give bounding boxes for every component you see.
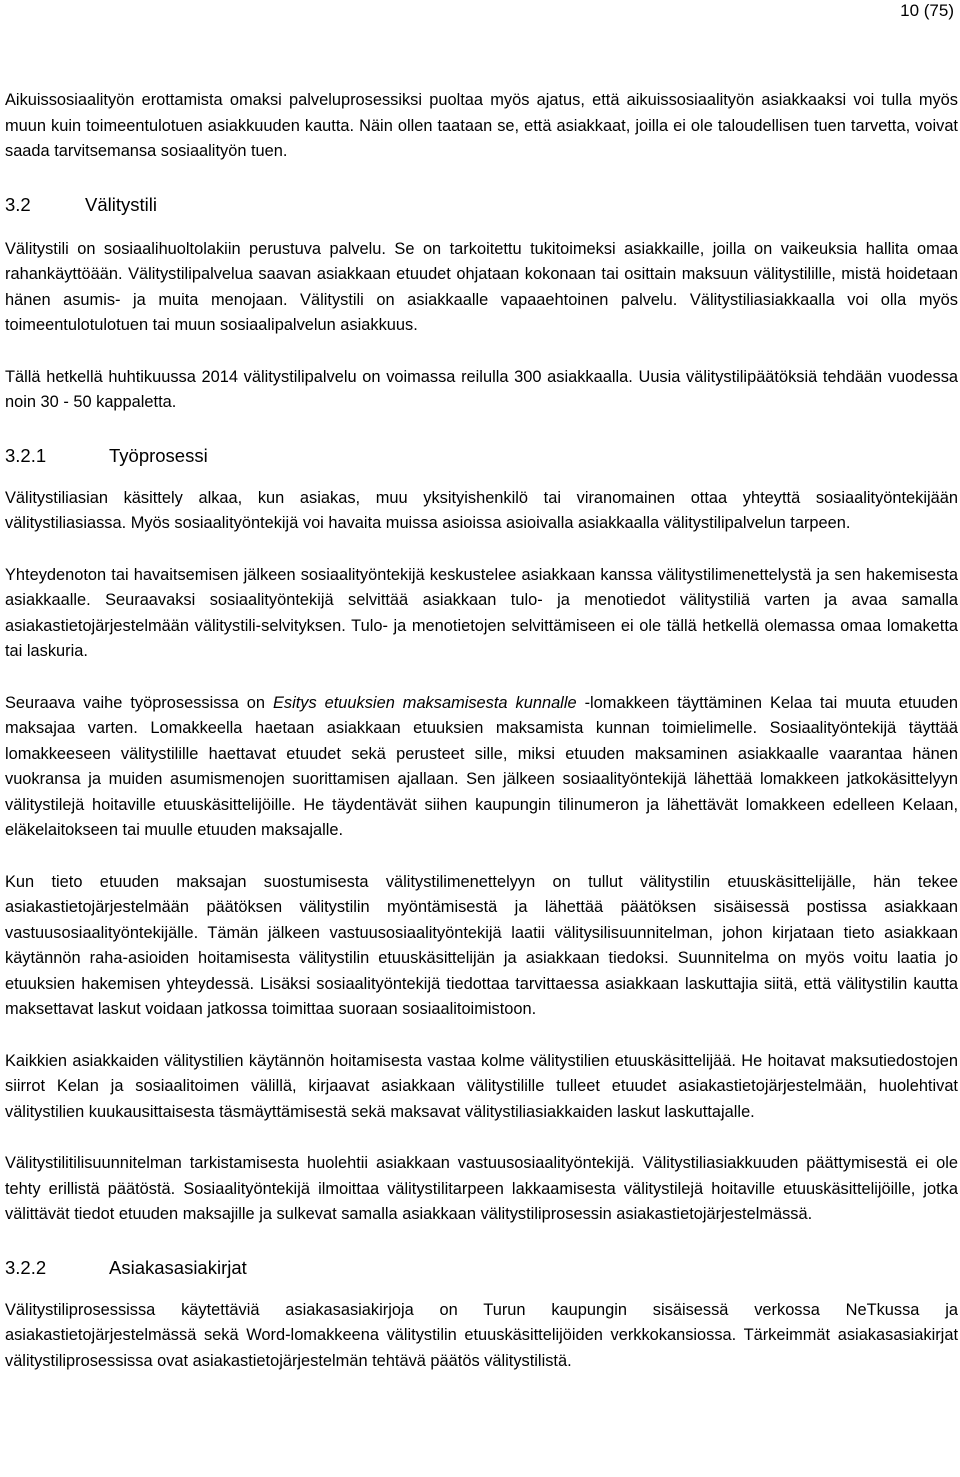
paragraph: Välitystili on sosiaalihuoltolakiin perustuva palvelu. Se on tarkoitettu tukitoimeksi asiakkaille, joilla on vaikeuksia hallita omaa rahankäyttöään. Välitystilipalvelua saavan asiakkaan etuudet ohjataan kokonaan tai osittain maksuun välitystilille, mistä hoidetaan hänen asumis- ja muita menojaan. Välitystili on asiakkaalle vapaaehtoinen palvelu. Välitystiliasiakkaalla voi olla myös toimeentulotulotuen tai muun sosiaalipalvelun asiakkuus. [5, 239, 958, 334]
paragraph: Yhteydenoton tai havaitsemisen jälkeen sosiaalityöntekijä keskustelee asiakkaan kanssa välitystilimenettelystä ja sen hakemisesta asiakkaalle. Seuraavaksi sosiaalityöntekijä selvittää asiakkaan tulo- ja menotiedot välitystiliä varten ja avaa samalla asiakastietojärjestelmään välitystili-selvityksen. Tulo- ja menotietojen selvittämiseen ei ole tällä hetkellä olemassa omaa lomaketta tai laskuria. [5, 565, 958, 660]
form-name-italic: Esitys etuuksien maksamisesta kunnalle [272, 693, 577, 712]
paragraph: Välitystiliprosessissa käytettäviä asiakasasiakirjoja on Turun kaupungin sisäisessä verkossa NeTkussa ja asiakastietojärjestelmässä sekä Word-lomakkeena välitystilin etuuskäsittelijöiden verkkokansiossa. Tärkeimmät asiakasasiakirjat välitystiliprosessissa ovat asiakastietojärjestelmän tehtävä päätös välitystilistä. [5, 1300, 958, 1370]
paragraph-text: Seuraava vaihe työprosessissa on [5, 693, 273, 712]
paragraph-text: -lomakkeen täyttäminen Kelaa tai muuta etuuden maksajaa varten. Lomakkeella haetaan asiakkaan etuuksien maksamista kunnan toimielimelle. Sosiaalityöntekijä täyttää lomakkeeseen välitystilille haettavat etuudet sekä perusteet sille, miksi etuuden maksaminen asiakkaalle vaarantaa hänen vuokransa ja muiden asumismenojen suorittamisen ajallaan. Sen jälkeen sosiaalityöntekijä lähettää lomakkeen jatkokäsittelyyn välitystilejä hoitaville etuuskäsittelijöille. He täydentävät siihen kaupungin tilinumeron ja lähettävät lomakkeen edelleen Kelaan, eläkelaitokseen tai muulle etuuden maksajalle. [5, 693, 959, 839]
paragraph: Kaikkien asiakkaiden välitystilien käytännön hoitamisesta vastaa kolme välitystilien etuuskäsittelijää. He hoitavat maksutiedostojen siirrot Kelan ja sosiaalitoimen välillä, kirjaavat asiakkaan välitystilille tulleet etuudet asiakastietojärjestelmään, huolehtivat välitystilien kuukausittaisesta täsmäyttämisestä sekä maksavat välitystiliasiakkaiden laskut laskuttajalle. [5, 1051, 958, 1121]
paragraph [5, 691, 958, 844]
section-heading-3-2-1 [5, 442, 958, 470]
paragraph: Välitystilitilisuunnitelman tarkistamisesta huolehtii asiakkaan vastuusosiaalityöntekijä. Välitystiliasiakkuuden päättymisestä ei ole tehty erillistä päätöstä. Sosiaalityöntekijä ilmoittaa välitystilitarpeen lakkaamisesta välitystilejä hoitaville etuuskäsittelijöille, jotka välittävät tiedot etuuden maksajille ja sulkevat samalla asiakkaan välitystiliprosessin asiakastietojärjestelmässä. [5, 1154, 958, 1223]
section-number: 3.2.2 [5, 1256, 47, 1278]
section-heading-3-2 [5, 191, 958, 219]
section-title: Asiakasasiakirjat [109, 1256, 247, 1278]
section-number: 3.2.1 [5, 444, 47, 466]
section-number: 3.2 [5, 193, 31, 215]
section-title: Välitystili [85, 193, 157, 215]
section-heading-3-2-2 [5, 1254, 958, 1282]
paragraph: Kun tieto etuuden maksajan suostumisesta välitystilimenettelyyn on tullut välitystilin etuuskäsittelijälle, hän tekee asiakastietojärjestelmään päätöksen välitystilin myöntämisestä ja lähettää päätöksen sisäisessä postissa asiakkaan vastuusosiaalityöntekijälle. Tämän jälkeen vastuusosiaalityöntekijä laatii välitysilisuunnitelman, johon kirjataan tieto asiakkaan käytännön raha-asioiden hoitamisesta välitystilin etuuskäsittelijän ja asiakkaan tiedoksi. Suunnitelma on myös voitu laatia jo etuuksien hakemisen yhteydessä. Lisäksi sosiaalityöntekijä tiedottaa tarvittaessa asiakkaan laskuttajia siitä, että välitystilin kautta maksettavat laskut voidaan jatkossa toimittaa suoraan sosiaalitoimistoon. [5, 872, 958, 1018]
paragraph: Aikuissosiaalityön erottamista omaksi palveluprosessiksi puoltaa myös ajatus, että aikuissosiaalityön asiakkaaksi voi tulla myös muun kuin toimeentulotuen asiakkuuden kautta. Näin ollen taataan se, että asiakkaat, joilla ei ole taloudellisen tuen tarvetta, voivat saada tarvitsemansa sosiaalityön tuen. [5, 91, 958, 160]
page-number: 10 (75) [900, 1, 954, 20]
section-title: Työprosessi [109, 444, 208, 466]
page-body [5, 88, 958, 1400]
paragraph: Välitystiliasian käsittely alkaa, kun asiakas, muu yksityishenkilö tai viranomainen ottaa yhteyttä sosiaalityöntekijään välitystiliasiassa. Myös sosiaalityöntekijä voi havaita muissa asioissa asioivalla asiakkaalla välitystilipalvelun tarpeen. [5, 488, 958, 532]
paragraph: Tällä hetkellä huhtikuussa 2014 välitystilipalvelu on voimassa reilulla 300 asiakkaalla. Uusia välitystilipäätöksiä tehdään vuodessa noin 30 - 50 kappaletta. [5, 367, 958, 411]
